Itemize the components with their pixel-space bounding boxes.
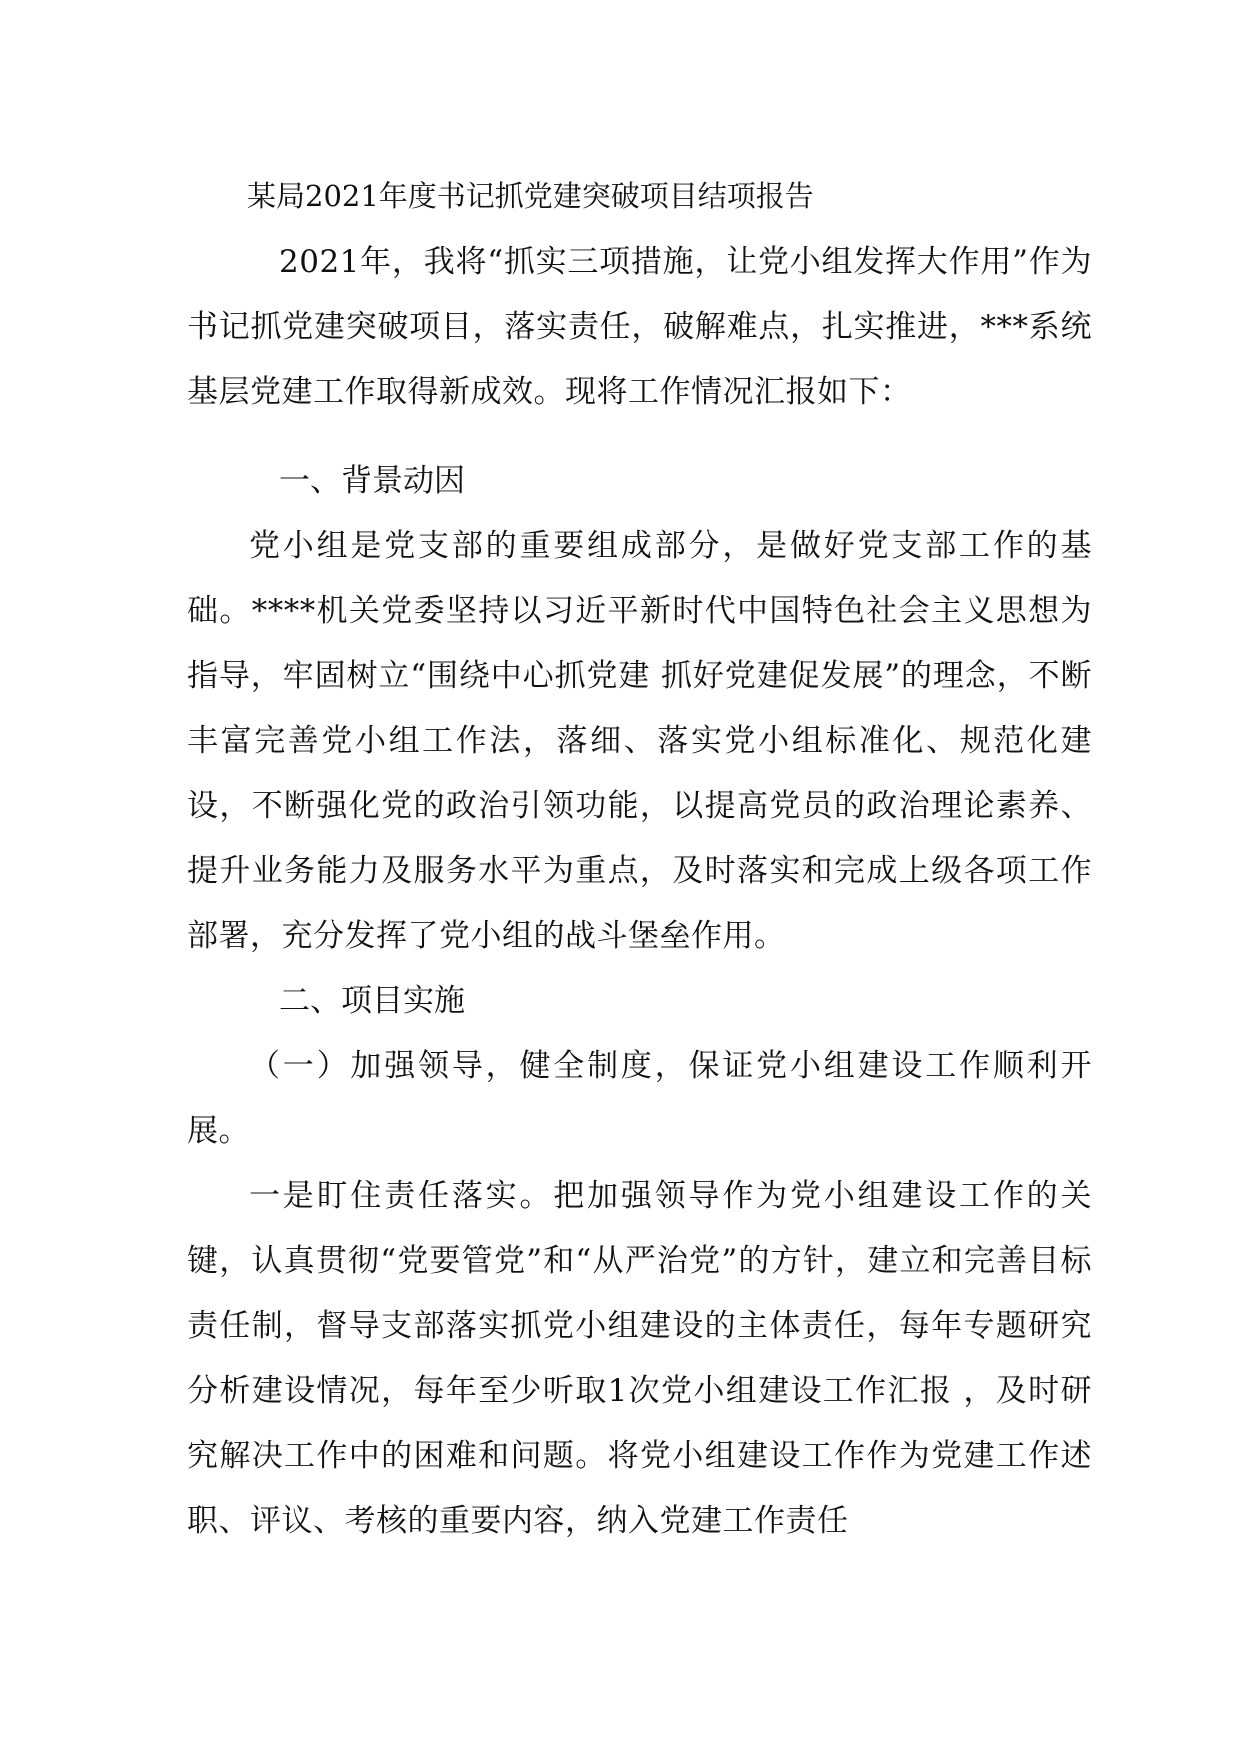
document-body [187, 170, 1092, 1554]
intro-paragraph: 2021年，我将“抓实三项措施，让党小组发挥大作用”作为书记抓党建突破项目，落实责任，破解难点，扎实推进，***系统基层党建工作取得新成效。现将工作情况汇报如下： [187, 244, 1092, 410]
section-heading-background: 一、背景动因 [279, 463, 465, 499]
background-paragraph: 党小组是党支部的重要组成部分，是做好党支部工作的基础。****机关党委坚持以习近平新时代中国特色社会主义思想为指导，牢固树立“围绕中心抓党建 抓好党建促发展”的理念，不断丰富完善党小组工作法，落细、落实党小组标准化、规范化建设，不断强化党的政治引领功能，以提高党员的政治理论素养、提升业务能力及服务水平为重点，及时落实和完成上级各项工作部署，充分发挥了党小组的战斗堡垒作用。 [187, 528, 1092, 954]
document-title: 某局2021年度书记抓党建突破项目结项报告 [247, 179, 814, 213]
responsibility-paragraph: 一是盯住责任落实。把加强领导作为党小组建设工作的关键，认真贯彻“党要管党”和“从严治党”的方针，建立和完善目标责任制，督导支部落实抓党小组建设的主体责任，每年专题研究分析建设情况，每年至少听取1次党小组建设工作汇报 ，及时研究解决工作中的困难和问题。将党小组建设工作作为党建工作述职、评议、考核的重要内容，纳入党建工作责任 [187, 1178, 1092, 1539]
subsection-heading-leadership: （一）加强领导，健全制度，保证党小组建设工作顺利开展。 [187, 1048, 1092, 1149]
section-heading-implementation: 二、项目实施 [279, 983, 465, 1019]
